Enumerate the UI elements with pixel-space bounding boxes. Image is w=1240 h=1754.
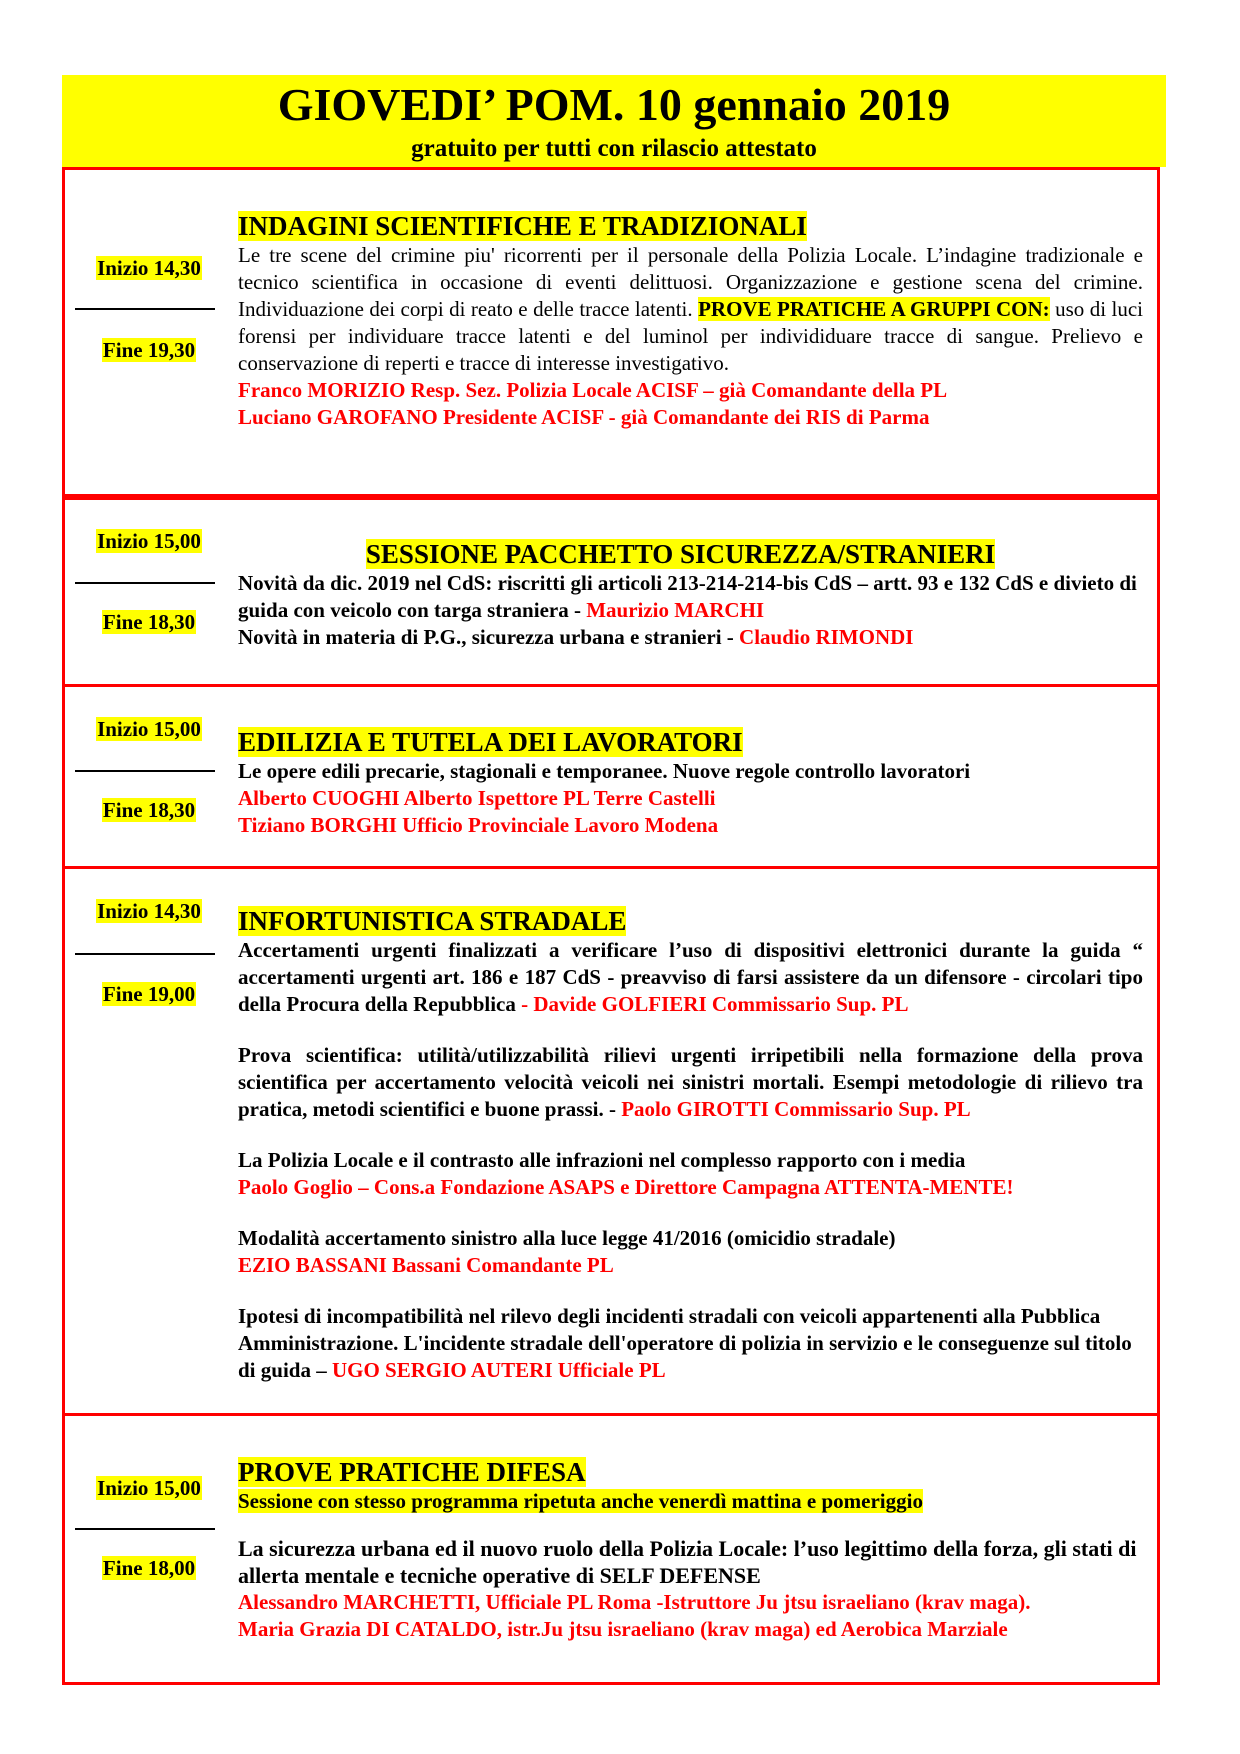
speaker: Alberto CUOGHI Alberto Ispettore PL Terre Castelli (238, 786, 716, 811)
session-title: INFORTUNISTICA STRADALE (238, 906, 627, 936)
session-note: Sessione con stesso programma ripetuta anche venerdì mattina e pomeriggio (238, 1489, 923, 1514)
speaker: Paolo GIROTTI Commissario Sup. PL (621, 1097, 971, 1122)
time-divider (75, 953, 215, 955)
speaker: EZIO BASSANI Bassani Comandante PL (238, 1253, 614, 1278)
time-divider (75, 308, 215, 310)
session-description: Le opere edili precarie, stagionali e temporanee. Nuove regole controllo lavoratori (238, 759, 971, 784)
end-time: Fine 19,00 (102, 982, 196, 1006)
session-edilizia (62, 684, 1160, 869)
session-item: Novità in materia di P.G., sicurezza urbana e stranieri - Claudio RIMONDI (238, 625, 914, 650)
start-time: Inizio 15,00 (97, 1476, 201, 1500)
session-item: Prova scientifica: utilità/utilizzabilità rilievi urgenti irripetibili nella formazione della prova scientifica per accertamento velocità veicoli nei sinistri mortali. Esempi metodologie di rilievo tra pratica, metodi scientifici e buone prassi. - Paolo GIROTTI Commissario Sup. PL (238, 1043, 1143, 1122)
session-indagini (62, 167, 1160, 497)
start-time: Inizio 15,00 (97, 529, 201, 553)
session-prove-difesa (62, 1413, 1160, 1685)
session-item: Modalità accertamento sinistro alla luce legge 41/2016 (omicidio stradale) (238, 1226, 896, 1251)
speaker: Maurizio MARCHI (586, 598, 765, 623)
session-title: EDILIZIA E TUTELA DEI LAVORATORI (238, 727, 743, 757)
session-title: PROVE PRATICHE DIFESA (238, 1457, 586, 1487)
time-divider (75, 582, 215, 584)
session-title: INDAGINI SCIENTIFICHE E TRADIZIONALI (238, 211, 807, 241)
time-divider (75, 770, 215, 772)
speaker: Claudio RIMONDI (739, 625, 914, 650)
page-subtitle: gratuito per tutti con rilascio attestato (411, 135, 817, 162)
time-divider (75, 1528, 215, 1530)
speaker: UGO SERGIO AUTERI Ufficiale PL (331, 1358, 666, 1383)
end-time: Fine 18,00 (102, 1556, 196, 1580)
end-time: Fine 19,30 (102, 338, 196, 362)
session-item: La Polizia Locale e il contrasto alle infrazioni nel complesso rapporto con i media (238, 1148, 966, 1173)
session-description: La sicurezza urbana ed il nuovo ruolo della Polizia Locale: l’uso legittimo della forza, gli stati di allerta mentale e tecniche operative di SELF DEFENSE (238, 1536, 1137, 1589)
speaker: Tiziano BORGHI Ufficio Provinciale Lavoro Modena (238, 813, 719, 838)
session-title: SESSIONE PACCHETTO SICUREZZA/STRANIERI (365, 539, 996, 569)
speaker: - Davide GOLFIERI Commissario Sup. PL (521, 992, 909, 1017)
start-time: Inizio 14,30 (97, 256, 201, 280)
session-description: Le tre scene del crimine piu' ricorrenti per il personale della Polizia Locale. L’indagine tradizionale e tecnico scientifica in occasione di eventi delittuosi. Organizzazione e gestione scena del crimine. Individuazione dei corpi di reato e delle tracce latenti. PROVE PRATICHE A GRUPPI CON: uso di luci forensi per individuare tracce latenti e del luminol per individiduare tracce di sangue. Prelievo e conservazione di reperti e tracce di interesse investigativo. (238, 243, 1144, 376)
start-time: Inizio 15,00 (97, 717, 201, 741)
speaker: Luciano GAROFANO Presidente ACISF - già Comandante dei RIS di Parma (238, 405, 930, 430)
speaker: Alessandro MARCHETTI, Ufficiale PL Roma -Istruttore Ju jtsu israeliano (krav maga). (238, 1590, 1031, 1615)
speaker: Franco MORIZIO Resp. Sez. Polizia Locale ACISF – già Comandante della PL (238, 378, 948, 403)
speaker: Maria Grazia DI CATALDO, istr.Ju jtsu israeliano (krav maga) ed Aerobica Marziale (238, 1617, 1008, 1642)
session-pacchetto-sicurezza (62, 497, 1160, 687)
session-item: Novità da dic. 2019 nel CdS: riscritti gli articoli 213-214-214-bis CdS – artt. 93 e 132 CdS e divieto di guida con veicolo con targa straniera - Maurizio MARCHI (238, 571, 1137, 623)
speaker: Paolo Goglio – Cons.a Fondazione ASAPS e Direttore Campagna ATTENTA-MENTE! (238, 1175, 1014, 1200)
page-title: GIOVEDI’ POM. 10 gennaio 2019 (277, 79, 951, 130)
start-time: Inizio 14,30 (97, 899, 201, 923)
practical-label: PROVE PRATICHE A GRUPPI CON: (698, 297, 1050, 322)
session-item: Accertamenti urgenti finalizzati a verificare l’uso di dispositivi elettronici durante la guida “ accertamenti urgenti art. 186 e 187 CdS - preavviso di farsi assistere da un difensore - circolari tipo della Procura della Repubblica - Davide GOLFIERI Commissario Sup. PL (238, 938, 1143, 1017)
session-infortunistica (62, 866, 1160, 1416)
session-item: Ipotesi di incompatibilità nel rilevo degli incidenti stradali con veicoli appartenenti alla Pubblica Amministrazione. L'incidente stradale dell'operatore di polizia in servizio e le conseguenze sul titolo di guida – UGO SERGIO AUTERI Ufficiale PL (238, 1304, 1132, 1383)
end-time: Fine 18,30 (102, 610, 196, 634)
end-time: Fine 18,30 (102, 798, 196, 822)
page-header (62, 75, 1166, 167)
